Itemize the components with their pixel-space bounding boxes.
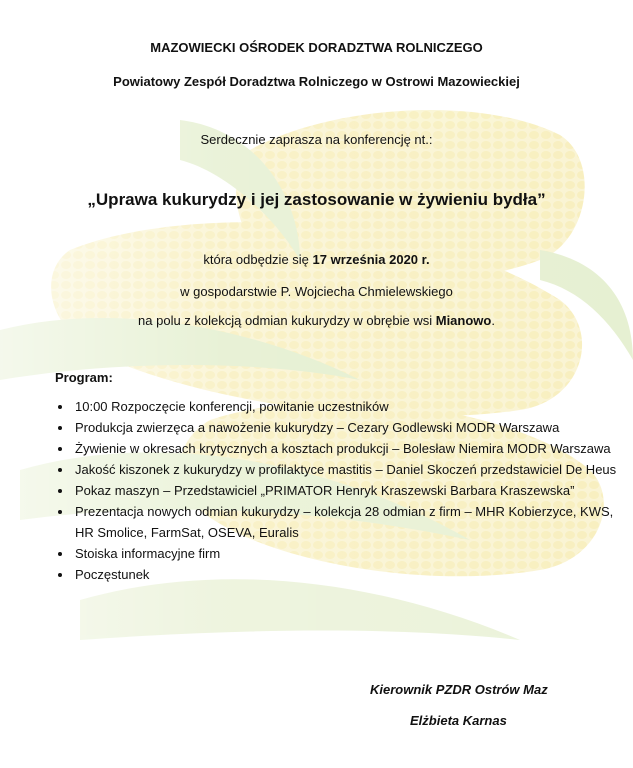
program-item: • 10:00 Rozpoczęcie konferencji, powitanie uczestników (73, 396, 618, 417)
program-item: • Jakość kiszonek z kukurydzy w profilaktyce mastitis – Daniel Skoczeń przedstawiciel De Heus (73, 459, 618, 480)
program-label: Program: (55, 370, 113, 385)
unit-heading: Powiatowy Zespół Doradztwa Rolniczego w Ostrowi Mazowieckiej (113, 74, 520, 89)
program-item: • Prezentacja nowych odmian kukurydzy – kolekcja 28 odmian z firm – MHR Kobierzyce, KWS, HR Smolice, FarmSat, OSEVA, Euralis (73, 501, 618, 543)
field-suffix: . (491, 313, 495, 328)
program-item: • Pokaz maszyn – Przedstawiciel „PRIMATOR Henryk Kraszewski Barbara Kraszewska” (73, 480, 618, 501)
program-item: • Stoiska informacyjne firm (73, 543, 618, 564)
field-location-line (0, 313, 633, 328)
village-name: Mianowo (435, 313, 492, 328)
conference-date: 17 września 2020 r. (312, 252, 430, 267)
field-prefix: na polu z kolekcją odmian kukurydzy w obrębie wsi (138, 313, 436, 328)
invitation-intro: Serdecznie zaprasza na konferencję nt.: (200, 132, 433, 147)
program-item: • Poczęstunek (73, 564, 618, 585)
conference-date-line (0, 252, 633, 267)
date-prefix: która odbędzie się (203, 252, 313, 267)
organization-heading: MAZOWIECKI OŚRODEK DORADZTWA ROLNICZEGO (150, 40, 483, 55)
signature-name: Elżbieta Karnas (410, 713, 507, 728)
conference-place: w gospodarstwie P. Wojciecha Chmielewskiego (180, 284, 453, 299)
signature-role: Kierownik PZDR Ostrów Maz (370, 682, 548, 697)
program-item: • Żywienie w okresach krytycznych a kosztach produkcji – Bolesław Niemira MODR Warszawa (73, 438, 618, 459)
conference-title: „Uprawa kukurydzy i jej zastosowanie w żywieniu bydła” (87, 190, 546, 209)
program-item: • Produkcja zwierzęca a nawożenie kukurydzy – Cezary Godlewski MODR Warszawa (73, 417, 618, 438)
program-list (55, 396, 618, 585)
